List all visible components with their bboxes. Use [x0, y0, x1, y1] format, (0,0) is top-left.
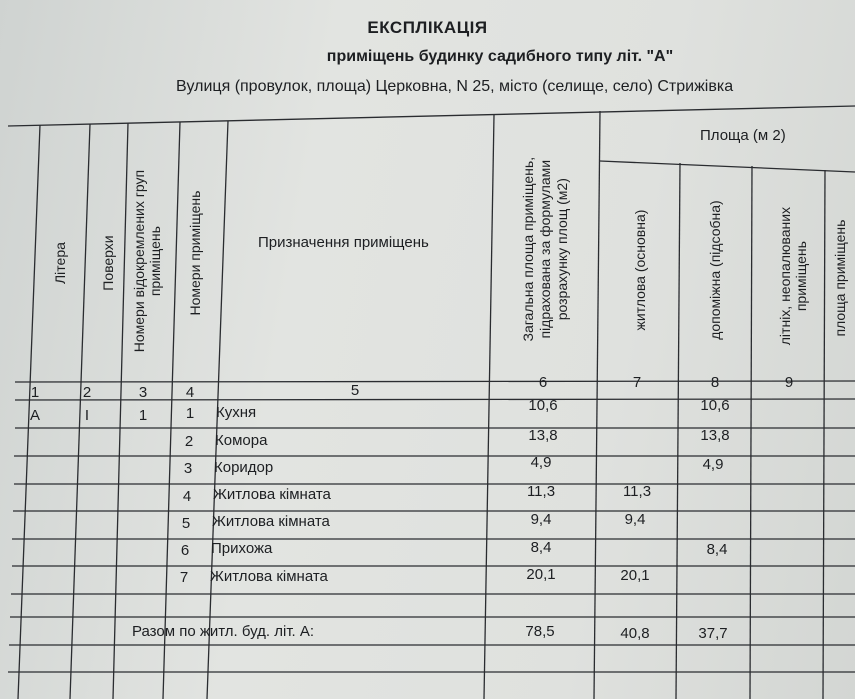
cell-total: 10,6 [528, 397, 558, 414]
document-title: ЕКСПЛІКАЦІЯ [367, 18, 488, 37]
header-living: житлова (основна) [631, 209, 648, 331]
cell-total: 11,3 [526, 483, 556, 500]
header-total-line2: підрахована за формулами [536, 159, 553, 339]
header-purpose: Призначення приміщень [258, 234, 429, 251]
header-area-group: Площа (м 2) [700, 127, 786, 144]
cell-litera: А [29, 407, 40, 424]
colnum-5: 5 [350, 382, 360, 399]
cell-room: 5 [181, 515, 191, 532]
header-auxiliary: допоміжна (підсобна) [706, 200, 723, 340]
cell-room: 1 [185, 405, 195, 422]
cell-total: 13,8 [528, 427, 558, 444]
summary-living: 40,8 [620, 625, 650, 642]
cell-total: 4,9 [530, 454, 552, 471]
cell-room: 3 [183, 460, 193, 477]
colnum-2: 2 [82, 384, 92, 401]
cell-living: 20,1 [620, 567, 650, 584]
header-rooms: Номери приміщень [186, 190, 203, 316]
header-summer [777, 191, 809, 361]
cell-group: 1 [138, 407, 148, 424]
street-line: Вулиця (провулок, площа) Церковна, N 25, місто (селище, село) Стрижівка [176, 78, 734, 95]
colnum-3: 3 [138, 384, 148, 401]
summary-total: 78,5 [525, 623, 555, 640]
cell-total: 20,1 [526, 566, 556, 583]
colnum-8: 8 [710, 374, 720, 391]
cell-purpose: Житлова кімната [212, 513, 330, 530]
cell-living: 9,4 [624, 511, 646, 528]
cell-purpose: Коридор [214, 459, 274, 476]
cell-room: 6 [180, 542, 190, 559]
header-total-line1: Загальна площа приміщень, [519, 156, 536, 342]
cell-purpose: Житлова кімната [213, 486, 331, 503]
header-summer-line1: літніх, неопалюваних [776, 206, 793, 346]
cell-aux: 13,8 [700, 427, 730, 444]
cell-purpose: Прихожа [211, 540, 273, 557]
cell-total: 8,4 [530, 539, 552, 556]
summary-label: Разом по житл. буд. літ. А: [132, 623, 315, 640]
summary-aux: 37,7 [698, 625, 728, 642]
colnum-7: 7 [632, 374, 642, 391]
header-groups-line2: приміщень [147, 226, 163, 297]
header-groups [131, 146, 163, 376]
cell-purpose: Кухня [216, 404, 257, 421]
header-poverkhy: Поверхи [99, 235, 116, 291]
cell-aux: 4,9 [702, 456, 724, 473]
colnum-9: 9 [784, 374, 794, 391]
header-litera: Літера [51, 242, 68, 285]
cell-purpose: Комора [215, 432, 268, 449]
colnum-4: 4 [185, 384, 195, 401]
cell-aux: 8,4 [706, 541, 728, 558]
document-subtitle: приміщень будинку садибного типу літ. "А" [326, 48, 674, 65]
cell-room: 7 [179, 569, 189, 586]
header-total [520, 129, 570, 369]
header-total-line3: розрахунку площ (м2) [553, 178, 570, 321]
colnum-1: 1 [30, 384, 40, 401]
cell-total: 9,4 [530, 511, 552, 528]
header-summer-line2: приміщень [793, 241, 809, 312]
cell-floor: І [84, 407, 90, 424]
cell-room: 4 [182, 488, 192, 505]
cell-room: 2 [184, 433, 194, 450]
header-groups-line1: Номери відокремлених груп [130, 169, 147, 353]
cell-living: 11,3 [622, 483, 652, 500]
cell-aux: 10,6 [700, 397, 730, 414]
cell-purpose: Житлова кімната [210, 568, 328, 585]
colnum-6: 6 [538, 374, 548, 391]
header-premises: площа приміщень [831, 219, 848, 337]
